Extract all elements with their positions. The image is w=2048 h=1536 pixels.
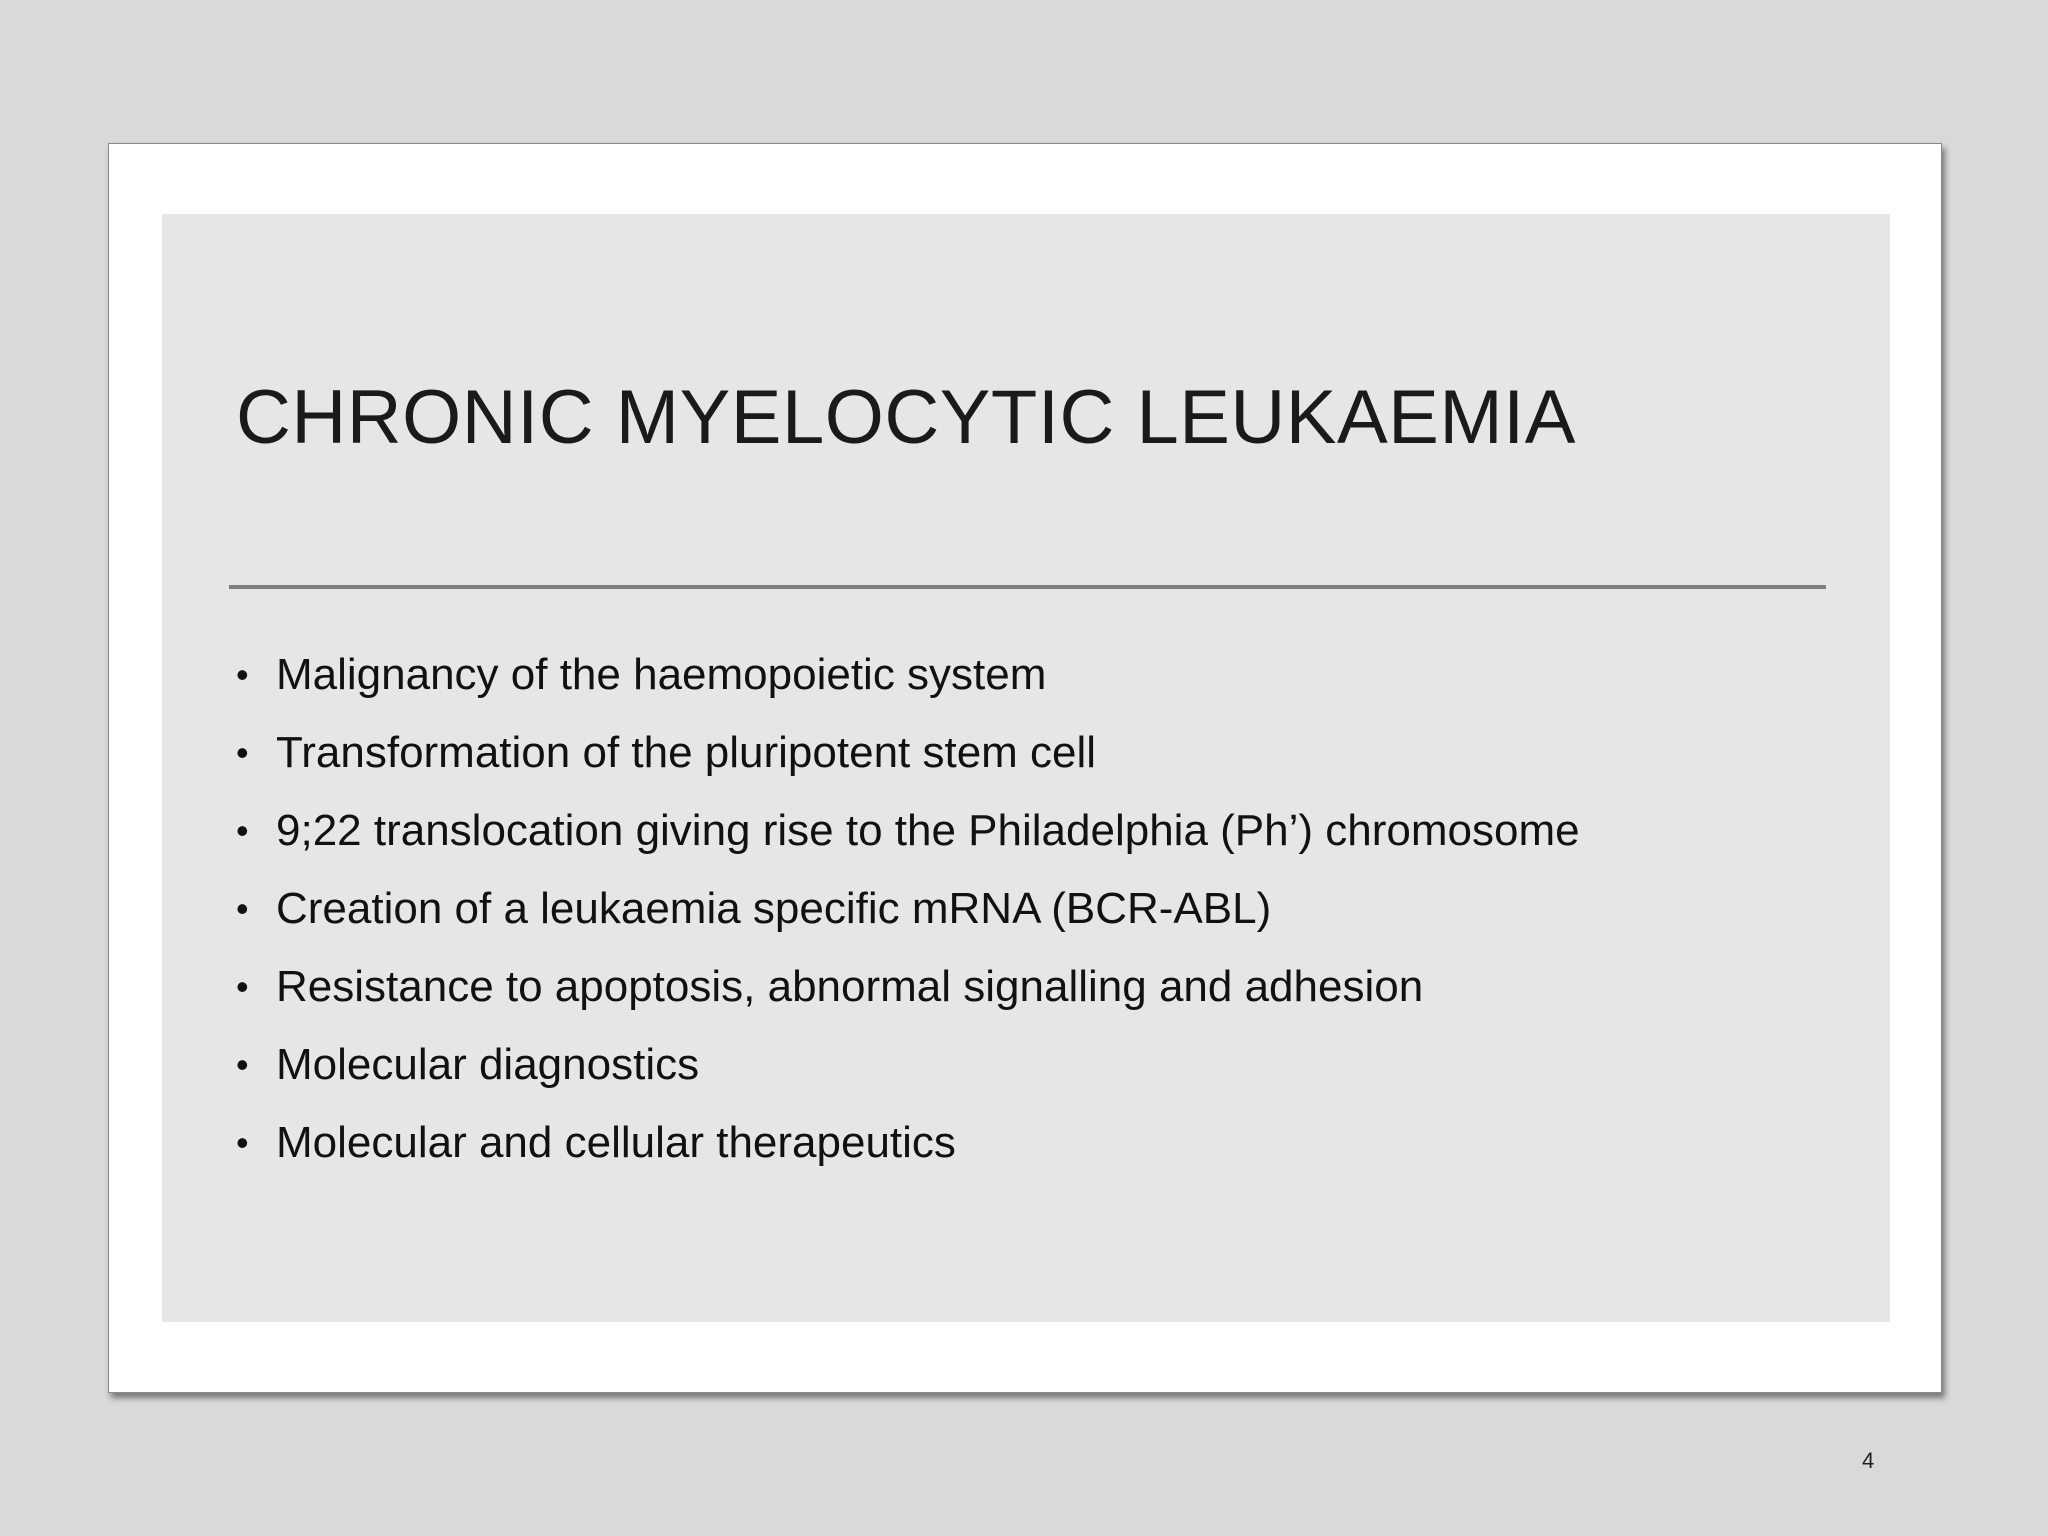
bullet-icon: • [236, 888, 249, 929]
bullet-text: 9;22 translocation giving rise to the Philadelphia (Ph’) chromosome [276, 806, 1580, 855]
bullet-icon: • [236, 1044, 249, 1085]
bullet-text: Resistance to apoptosis, abnormal signalling and adhesion [276, 962, 1424, 1011]
bullet-text: Molecular diagnostics [276, 1040, 700, 1089]
bullet-text: Malignancy of the haemopoietic system [276, 650, 1047, 699]
bullet-icon: • [236, 810, 249, 851]
bullet-icon: • [236, 654, 249, 695]
bullet-text: Creation of a leukaemia specific mRNA (BCR-ABL) [276, 884, 1272, 933]
bullet-text: Molecular and cellular therapeutics [276, 1118, 956, 1167]
page-number: 4 [1862, 1448, 1875, 1473]
bullet-text: Transformation of the pluripotent stem cell [276, 728, 1097, 777]
bullet-icon: • [236, 732, 249, 773]
title-divider [229, 585, 1826, 589]
bullet-icon: • [236, 1122, 249, 1163]
bullet-icon: • [236, 966, 249, 1007]
slide-title: CHRONIC MYELOCYTIC LEUKAEMIA [236, 375, 1576, 460]
